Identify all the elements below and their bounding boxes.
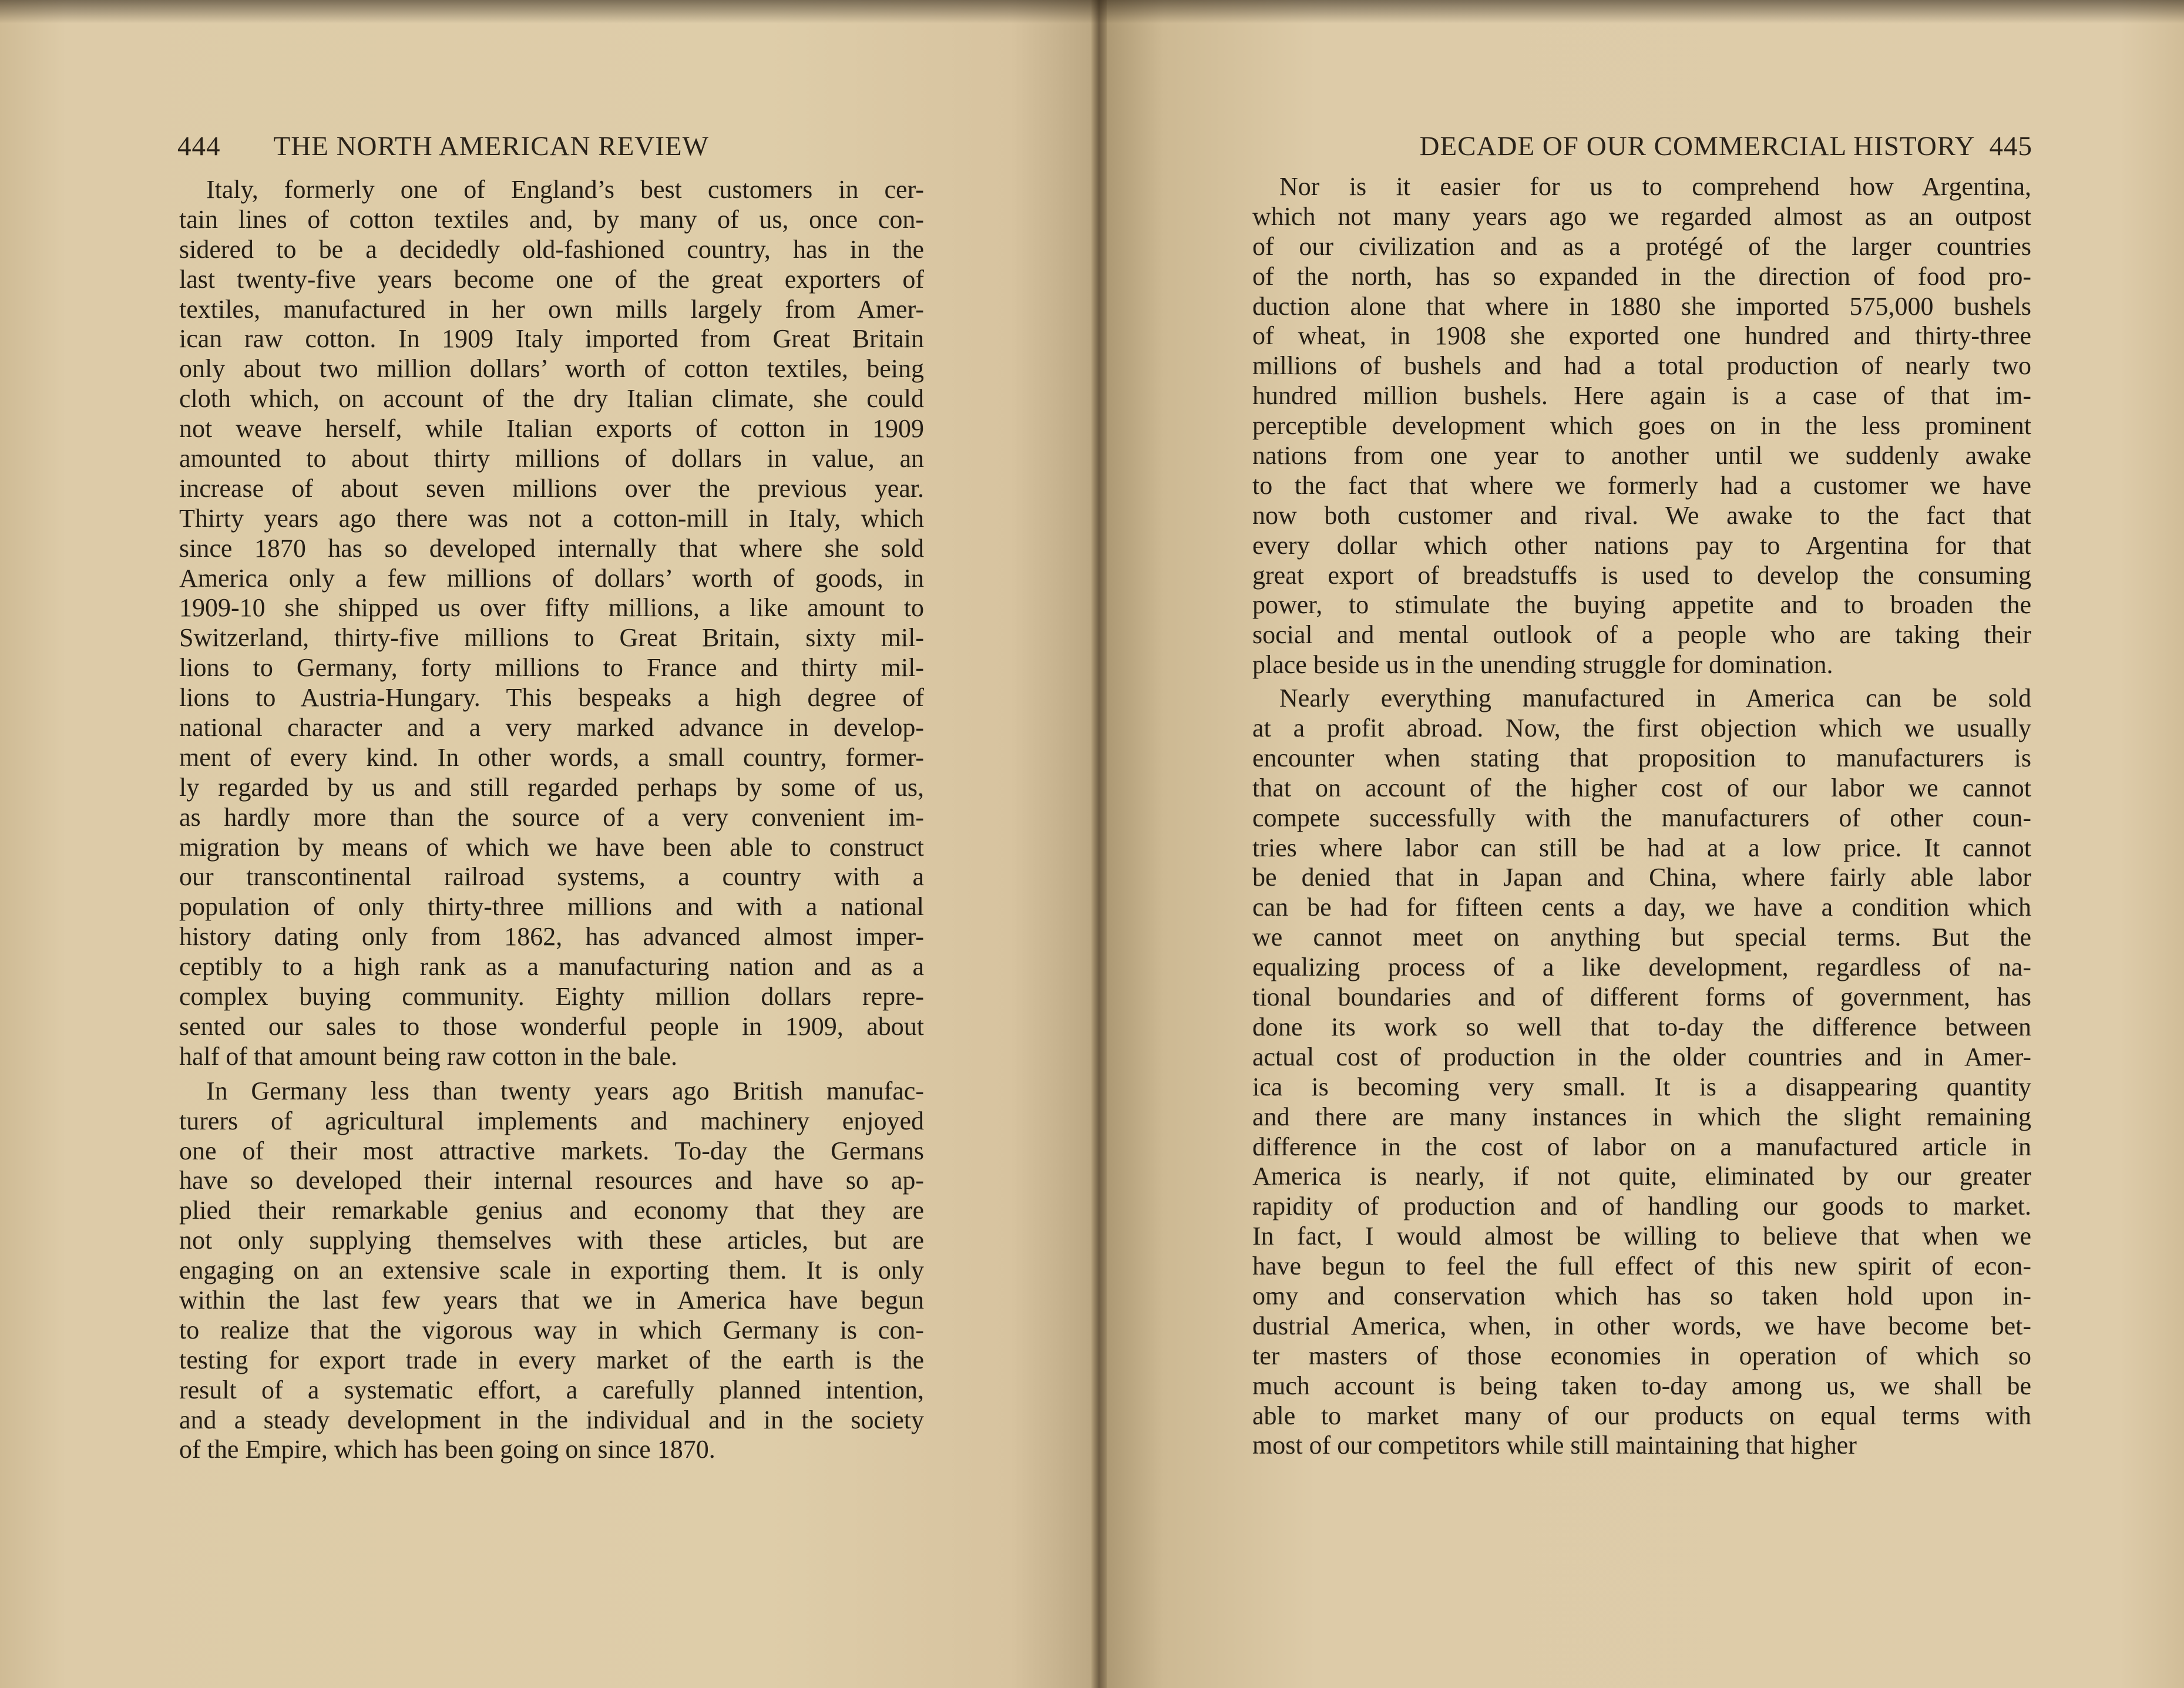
text-line: our transcontinental railroad systems, a country with a xyxy=(179,862,924,892)
text-line: Thirty years ago there was not a cotton-mill in Italy, which xyxy=(179,503,924,533)
text-line: tries where labor can still be had at a low price. It cannot xyxy=(1252,833,2031,862)
text-line: of the north, has so expanded in the direction of food pro- xyxy=(1252,261,2031,291)
text-line: place beside us in the unending struggle for domination. xyxy=(1252,650,1833,680)
text-line: America only a few millions of dollars’ worth of goods, in xyxy=(179,563,924,593)
text-line: to the fact that where we formerly had a customer we have xyxy=(1252,470,2031,500)
text-line: every dollar which other nations pay to Argentina for that xyxy=(1252,530,2031,560)
text-line: millions of bushels and had a total production of nearly two xyxy=(1252,351,2031,381)
text-line: amounted to about thirty millions of dollars in value, an xyxy=(179,444,924,473)
text-line: within the last few years that we in America have begun xyxy=(179,1285,924,1314)
text-line: tain lines of cotton textiles and, by many of us, once con- xyxy=(179,204,924,234)
text-line: last twenty-five years become one of the great exporters of xyxy=(179,264,924,294)
right-running-head: DECADE OF OUR COMMERCIAL HISTORY xyxy=(1419,131,1975,162)
text-line: since 1870 has so developed internally that where she sold xyxy=(179,533,924,563)
text-line: equalizing process of a like development, regardless of na- xyxy=(1252,953,2031,982)
text-line: only about two million dollars’ worth of cotton textiles, being xyxy=(179,354,924,384)
paragraph xyxy=(1252,684,2031,1461)
text-line: ican raw cotton. In 1909 Italy imported from Great Britain xyxy=(179,324,924,354)
paragraph xyxy=(179,1077,924,1465)
text-line: power, to stimulate the buying appetite and to broaden the xyxy=(1252,590,2031,620)
text-line: cloth which, on account of the dry Italian climate, she could xyxy=(179,384,924,413)
text-line: of the Empire, which has been going on since 1870. xyxy=(179,1435,715,1464)
text-line: that on account of the higher cost of our labor we cannot xyxy=(1252,773,2031,802)
text-line: now both customer and rival. We awake to the fact that xyxy=(1252,500,2031,530)
text-line: nations from one year to another until we suddenly awake xyxy=(1252,441,2031,470)
text-line: ter masters of those economies in operation of which so xyxy=(1252,1341,2031,1370)
text-line: complex buying community. Eighty million dollars repre- xyxy=(179,982,924,1011)
text-line: Italy, formerly one of England’s best customers in cer- xyxy=(206,175,924,204)
text-line: turers of agricultural implements and machinery enjoyed xyxy=(179,1106,924,1135)
text-line: Nor is it easier for us to comprehend how Argentina, xyxy=(1279,172,2031,201)
left-page-number: 444 xyxy=(177,131,221,162)
text-line: have so developed their internal resources and have so ap- xyxy=(179,1166,924,1195)
text-line: ceptibly to a high rank as a manufacturing nation and as a xyxy=(179,952,924,981)
text-line: can be had for fifteen cents a day, we have a condition which xyxy=(1252,893,2031,922)
text-line: much account is being taken to-day among us, we shall be xyxy=(1252,1371,2031,1400)
text-line: and there are many instances in which the slight remaining xyxy=(1252,1102,2031,1131)
text-line: social and mental outlook of a people who are taking their xyxy=(1252,620,2031,650)
text-line: of wheat, in 1908 she exported one hundred and thirty-three xyxy=(1252,321,2031,351)
text-line: lions to Austria-Hungary. This bespeaks a high degree of xyxy=(179,683,924,712)
text-line: of our civilization and as a protégé of the larger countries xyxy=(1252,231,2031,261)
text-line: and a steady development in the individual and in the society xyxy=(179,1405,924,1434)
text-line: encounter when stating that proposition to manufacturers is xyxy=(1252,743,2031,772)
paragraph xyxy=(1252,172,2031,680)
text-line: we cannot meet on anything but special terms. But the xyxy=(1252,923,2031,952)
text-line: rapidity of production and of handling our goods to market. xyxy=(1252,1192,2031,1221)
text-line: be denied that in Japan and China, where fairly able labor xyxy=(1252,863,2031,892)
text-line: half of that amount being raw cotton in the bale. xyxy=(179,1041,677,1071)
text-line: textiles, manufactured in her own mills largely from Amer- xyxy=(179,294,924,324)
text-line: omy and conservation which has so taken hold upon in- xyxy=(1252,1281,2031,1310)
text-line: not weave herself, while Italian exports of cotton in 1909 xyxy=(179,414,924,443)
text-line: perceptible development which goes on in the less prominent xyxy=(1252,411,2031,441)
text-line: great export of breadstuffs is used to develop the consuming xyxy=(1252,560,2031,590)
text-line: migration by means of which we have been able to construct xyxy=(179,832,924,862)
top-edge-shadow xyxy=(0,0,2184,23)
text-line: engaging on an extensive scale in exporting them. It is only xyxy=(179,1256,924,1285)
text-line: ment of every kind. In other words, a small country, former- xyxy=(179,742,924,772)
text-line: dustrial America, when, in other words, we have become bet- xyxy=(1252,1311,2031,1340)
text-line: population of only thirty-three millions and with a national xyxy=(179,892,924,922)
left-running-header xyxy=(177,130,923,166)
text-line: In Germany less than twenty years ago British manufac- xyxy=(206,1076,924,1105)
text-line: to realize that the vigorous way in which Germany is con- xyxy=(179,1315,924,1344)
text-line: which not many years ago we regarded almost as an outpost xyxy=(1252,201,2031,231)
text-line: as hardly more than the source of a very convenient im- xyxy=(179,802,924,832)
text-line: increase of about seven millions over the previous year. xyxy=(179,473,924,503)
text-line: difference in the cost of labor on a manufactured article in xyxy=(1252,1132,2031,1161)
text-line: compete successfully with the manufacturers of other coun- xyxy=(1252,803,2031,832)
text-line: America is nearly, if not quite, eliminated by our greater xyxy=(1252,1162,2031,1191)
text-line: most of our competitors while still maintaining that higher xyxy=(1252,1431,1857,1460)
right-running-header xyxy=(1292,130,2032,166)
text-line: ly regarded by us and still regarded perhaps by some of us, xyxy=(179,772,924,802)
paragraph xyxy=(179,175,924,1072)
text-line: ica is becoming very small. It is a disappearing quantity xyxy=(1252,1072,2031,1101)
left-page-body xyxy=(179,175,924,1465)
text-line: duction alone that where in 1880 she imported 575,000 bushels xyxy=(1252,291,2031,321)
text-line: tional boundaries and of different forms of government, has xyxy=(1252,983,2031,1012)
text-line: lions to Germany, forty millions to France and thirty mil- xyxy=(179,653,924,682)
text-line: not only supplying themselves with these articles, but are xyxy=(179,1226,924,1255)
text-line: at a profit abroad. Now, the first objection which we usually xyxy=(1252,714,2031,743)
text-line: national character and a very marked advance in develop- xyxy=(179,713,924,742)
text-line: 1909-10 she shipped us over fifty millions, a like amount to xyxy=(179,593,924,623)
text-line: plied their remarkable genius and economy that they are xyxy=(179,1196,924,1225)
text-line: In fact, I would almost be willing to believe that when we xyxy=(1252,1222,2031,1251)
right-page-body xyxy=(1252,172,2031,1461)
text-line: testing for export trade in every market of the earth is the xyxy=(179,1345,924,1374)
right-page xyxy=(1098,0,2184,1688)
text-line: have begun to feel the full effect of this new spirit of econ- xyxy=(1252,1252,2031,1281)
book-gutter xyxy=(1091,0,1107,1688)
text-line: result of a systematic effort, a carefully planned intention, xyxy=(179,1375,924,1404)
text-line: Nearly everything manufactured in America can be sold xyxy=(1279,684,2031,713)
right-page-number: 445 xyxy=(1989,131,2032,162)
left-running-head: THE NORTH AMERICAN REVIEW xyxy=(273,131,709,162)
text-line: done its work so well that to-day the difference between xyxy=(1252,1012,2031,1041)
text-line: hundred million bushels. Here again is a case of that im- xyxy=(1252,381,2031,411)
text-line: history dating only from 1862, has advanced almost imper- xyxy=(179,922,924,951)
text-line: able to market many of our products on equal terms with xyxy=(1252,1401,2031,1430)
text-line: one of their most attractive markets. To-day the Germans xyxy=(179,1136,924,1165)
text-line: sented our sales to those wonderful people in 1909, about xyxy=(179,1011,924,1041)
text-line: sidered to be a decidedly old-fashioned country, has in the xyxy=(179,234,924,264)
text-line: actual cost of production in the older countries and in Amer- xyxy=(1252,1042,2031,1071)
text-line: Switzerland, thirty-five millions to Great Britain, sixty mil- xyxy=(179,623,924,653)
